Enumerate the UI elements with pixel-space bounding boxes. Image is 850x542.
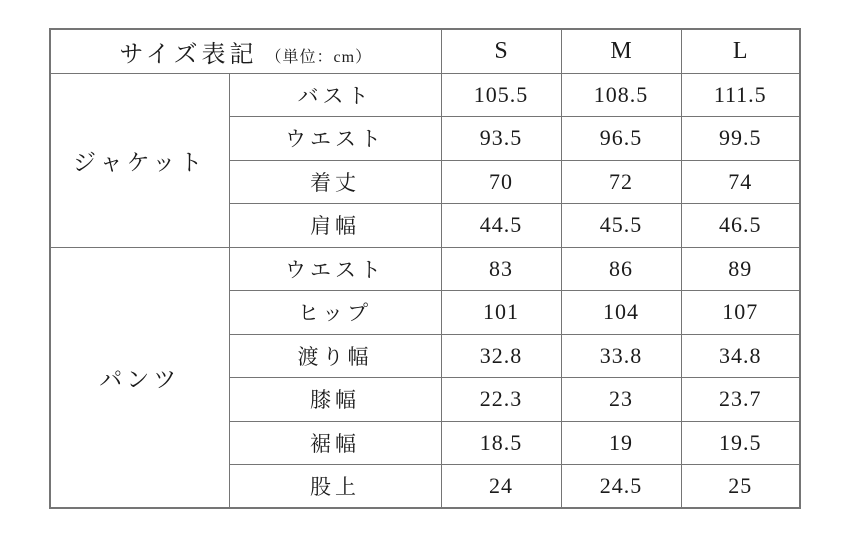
cell-pants-rise-s: 24 [441, 465, 561, 509]
row-label-rise: 股上 [229, 465, 441, 509]
cell-pants-rise-m: 24.5 [561, 465, 681, 509]
cell-jacket-bust-s: 105.5 [441, 73, 561, 117]
cell-pants-waist-l: 89 [681, 247, 800, 291]
cell-pants-thigh-m: 33.8 [561, 334, 681, 378]
group-label-jacket: ジャケット [50, 73, 229, 247]
table-row-jacket-bust [50, 73, 800, 117]
cell-jacket-waist-m: 96.5 [561, 117, 681, 161]
cell-pants-thigh-s: 32.8 [441, 334, 561, 378]
cell-pants-knee-l: 23.7 [681, 378, 800, 422]
cell-pants-waist-s: 83 [441, 247, 561, 291]
cell-pants-knee-m: 23 [561, 378, 681, 422]
row-label-length: 着丈 [229, 160, 441, 204]
row-label-knee-width: 膝幅 [229, 378, 441, 422]
cell-pants-knee-s: 22.3 [441, 378, 561, 422]
cell-pants-hip-s: 101 [441, 291, 561, 335]
cell-jacket-length-l: 74 [681, 160, 800, 204]
table-row-pants-waist [50, 247, 800, 291]
cell-jacket-waist-s: 93.5 [441, 117, 561, 161]
cell-jacket-length-s: 70 [441, 160, 561, 204]
cell-pants-hem-s: 18.5 [441, 421, 561, 465]
table-unit-note: （単位：cm） [265, 48, 373, 66]
column-header-l: L [681, 29, 800, 73]
cell-jacket-shoulder-l: 46.5 [681, 204, 800, 248]
column-header-m: M [561, 29, 681, 73]
cell-jacket-length-m: 72 [561, 160, 681, 204]
cell-pants-hem-m: 19 [561, 421, 681, 465]
cell-jacket-bust-l: 111.5 [681, 73, 800, 117]
cell-pants-hip-l: 107 [681, 291, 800, 335]
cell-pants-waist-m: 86 [561, 247, 681, 291]
cell-jacket-shoulder-s: 44.5 [441, 204, 561, 248]
row-label-hip: ヒップ [229, 291, 441, 335]
row-label-jacket-waist: ウエスト [229, 117, 441, 161]
row-label-pants-waist: ウエスト [229, 247, 441, 291]
size-chart-table [49, 28, 801, 509]
cell-jacket-bust-m: 108.5 [561, 73, 681, 117]
cell-pants-thigh-l: 34.8 [681, 334, 800, 378]
row-label-shoulder: 肩幅 [229, 204, 441, 248]
row-label-thigh-width: 渡り幅 [229, 334, 441, 378]
column-header-s: S [441, 29, 561, 73]
header-row [50, 29, 800, 73]
cell-pants-rise-l: 25 [681, 465, 800, 509]
cell-pants-hem-l: 19.5 [681, 421, 800, 465]
group-label-pants: パンツ [50, 247, 229, 508]
cell-jacket-waist-l: 99.5 [681, 117, 800, 161]
row-label-bust: バスト [229, 73, 441, 117]
cell-pants-hip-m: 104 [561, 291, 681, 335]
table-title-cell [50, 29, 441, 73]
table-title: サイズ表記 [119, 41, 258, 68]
cell-jacket-shoulder-m: 45.5 [561, 204, 681, 248]
row-label-hem-width: 裾幅 [229, 421, 441, 465]
